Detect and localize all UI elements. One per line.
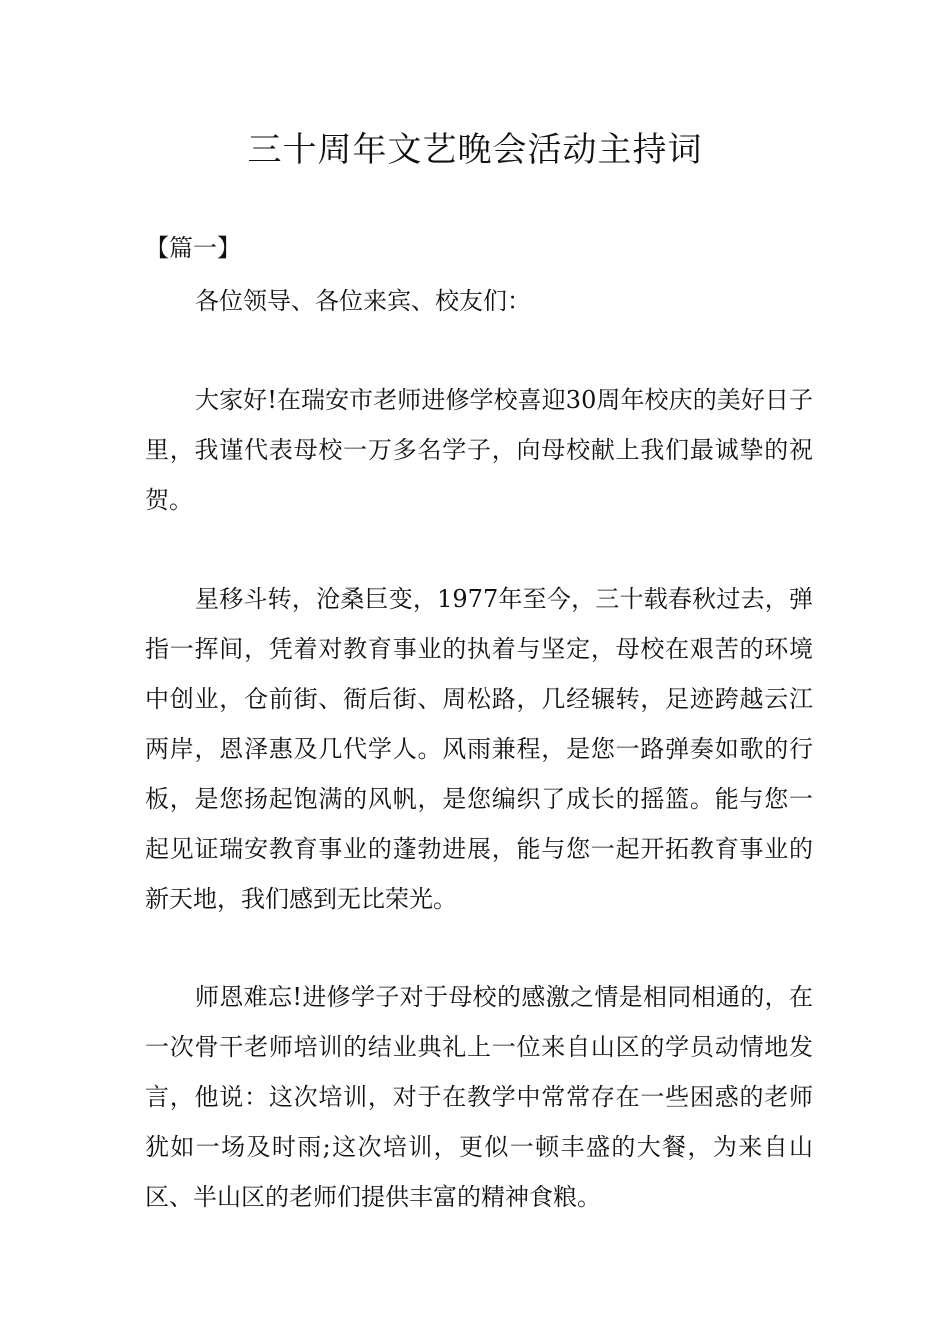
- body-paragraph-1: 大家好!在瑞安市老师进修学校喜迎30周年校庆的美好日子里，我谨代表母校一万多名学子，向母校献上我们最诚挚的祝贺。: [145, 386, 813, 514]
- greeting-paragraph: 各位领导、各位来宾、校友们：: [195, 287, 531, 315]
- document-title: 三十周年文艺晚会活动主持词: [247, 130, 703, 170]
- section-label: 【篇一】: [145, 234, 241, 262]
- body-paragraph-3: 师恩难忘!进修学子对于母校的感激之情是相同相通的，在一次骨干老师培训的结业典礼上一位来自山区的学员动情地发言，他说：这次培训，对于在教学中常常存在一些困惑的老师犹如一场及时雨;这次培训，更似一顿丰盛的大餐，为来自山区、半山区的老师们提供丰富的精神食粮。: [145, 983, 813, 1211]
- body-paragraph-2: 星移斗转，沧桑巨变，1977年至今，三十载春秋过去，弹指一挥间，凭着对教育事业的执着与坚定，母校在艰苦的环境中创业，仓前街、衙后街、周松路，几经辗转，足迹跨越云江两岸，恩泽惠及几代学人。风雨兼程，是您一路弹奏如歌的行板，是您扬起饱满的风帆，是您编织了成长的摇篮。能与您一起见证瑞安教育事业的蓬勃进展，能与您一起开拓教育事业的新天地，我们感到无比荣光。: [145, 585, 813, 913]
